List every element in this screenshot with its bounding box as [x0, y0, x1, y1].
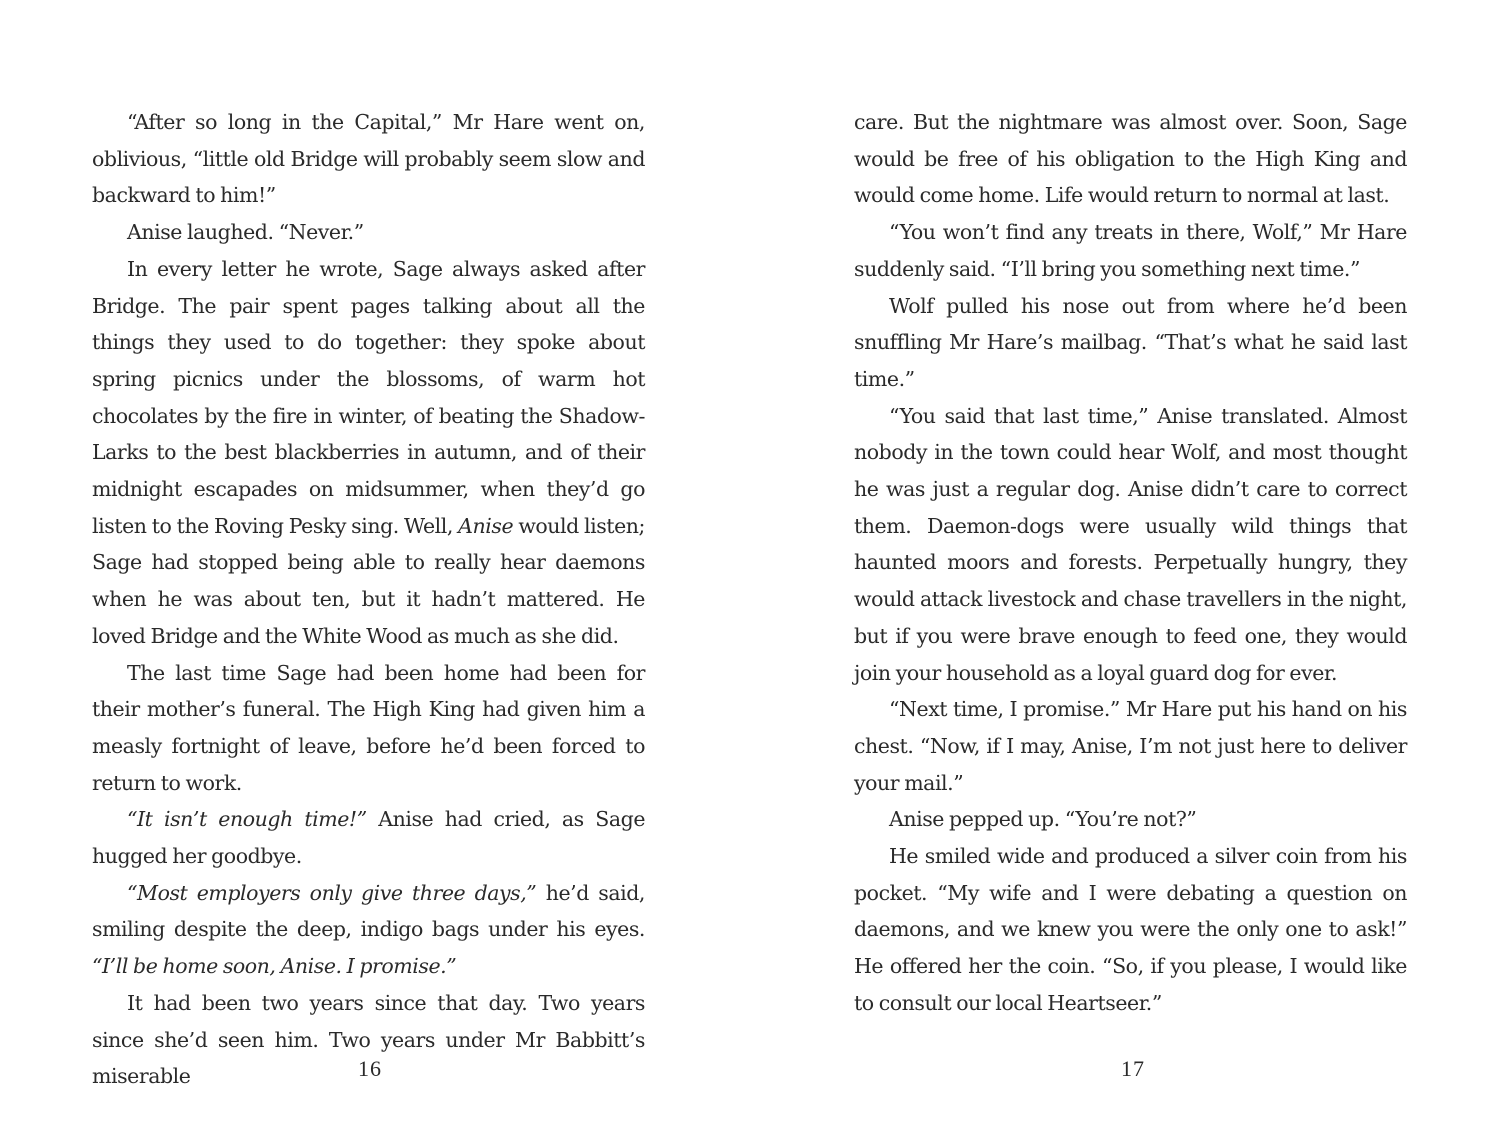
page-number: 17 [1121, 1056, 1145, 1081]
emphasis-text: “I’ll be home soon, Anise. I promise.” [92, 954, 457, 979]
paragraph: Anise laughed. “Never.” [127, 220, 364, 245]
paragraph: “You said that last time,” Anise translated. Almost nobody in the town could hear Wolf, and most thought he was just a regular dog. Anise didn’t care to correct them. Daemon-dogs were usually wild things that haunted moors and forests. Perpetually hungry, they would attack livestock and chase travellers in the night, but if you were brave enough to feed one, they would join your household as a loyal guard dog for ever. [854, 403, 1407, 685]
paragraph: “Next time, I promise.” Mr Hare put his hand on his chest. “Now, if I may, Anise, I’m not just here to deliver your mail.” [854, 697, 1407, 795]
paragraph: It had been two years since that day. Two years since she’d seen him. Two years under Mr Babbitt’s miserable [92, 990, 645, 1089]
paragraph: Anise pepped up. “You’re not?” [889, 807, 1197, 832]
paragraph-text: would listen; Sage had stopped being able to really hear daemons when he was about ten, but it hadn’t mattered. He loved Bridge and the White Wood as much as she did. [92, 513, 645, 648]
emphasis-text: “It isn’t enough time!” [127, 807, 367, 832]
paragraph [92, 251, 645, 655]
paragraph: The last time Sage had been home had been for their mother’s funeral. The High King had given him a measly fortnight of leave, before he’d been forced to return to work. [92, 660, 645, 795]
right-page [854, 104, 1407, 1022]
page-number: 16 [358, 1056, 382, 1081]
paragraph: Wolf pulled his nose out from where he’d been snuffling Mr Hare’s mailbag. “That’s what he said last time.” [854, 293, 1407, 391]
emphasis-text: Anise [458, 513, 514, 538]
paragraph: “You won’t find any treats in there, Wolf,” Mr Hare suddenly said. “I’ll bring you something next time.” [854, 220, 1407, 281]
left-page [92, 104, 645, 1095]
paragraph: “After so long in the Capital,” Mr Hare went on, oblivious, “little old Bridge will probably seem slow and backward to him!” [92, 110, 645, 208]
paragraph [92, 875, 645, 985]
emphasis-text: “Most employers only give three days,” [127, 880, 537, 905]
paragraph-text: Anise had cried, as Sage hugged her goodbye. [92, 807, 646, 869]
paragraph [92, 801, 645, 874]
paragraph-text: he’d said, smiling despite the deep, indigo bags under his eyes. [92, 880, 645, 942]
paragraph: He smiled wide and produced a silver coin from his pocket. “My wife and I were debating a question on daemons, and we knew you were the only one to ask!” He offered her the coin. “So, if you please, I would like to consult our local Heartseer.” [854, 844, 1407, 1015]
paragraph-text: In every letter he wrote, Sage always asked after Bridge. The pair spent pages talking about all the things they used to do together: they spoke about spring picnics under the blossoms, of warm hot chocolates by the fire in winter, of beating the Shadow-Larks to the best blackberries in autumn, and of their midnight escapades on midsummer, when they’d go listen to the Roving Pesky sing. Well, [92, 256, 645, 538]
paragraph: care. But the nightmare was almost over. Soon, Sage would be free of his obligation to the High King and would come home. Life would return to normal at last. [854, 110, 1407, 208]
